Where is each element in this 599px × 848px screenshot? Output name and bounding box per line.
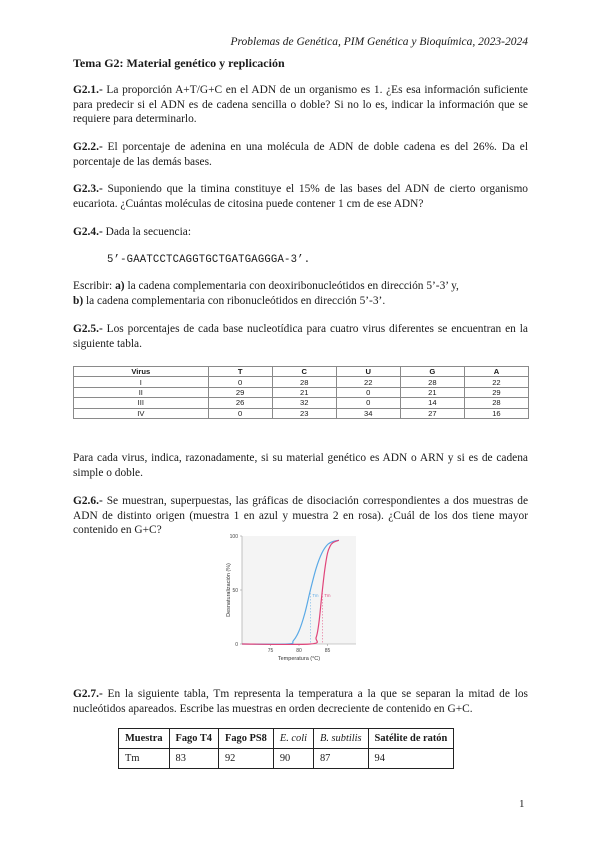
- table-cell: 94: [368, 749, 454, 769]
- tm-annotation: Tm: [324, 593, 331, 598]
- dna-sequence: 5’-GAATCCTCAGGTGCTGATGAGGGA-3’.: [107, 254, 311, 266]
- table-cell: 28: [400, 377, 464, 387]
- plot-area: [242, 536, 356, 644]
- tm-annotation: Tm: [312, 593, 319, 598]
- question-label: G2.7.-: [73, 688, 103, 700]
- column-header: G: [400, 367, 464, 377]
- table-header-row: [74, 367, 529, 377]
- y-tick-label: 50: [232, 588, 238, 594]
- column-header: B. subtilis: [313, 729, 368, 749]
- table-cell: 14: [400, 398, 464, 408]
- column-header: Fago PS8: [218, 729, 273, 749]
- table-cell: 27: [400, 408, 464, 418]
- item-text: la cadena complementaria con deoxiribonucleótidos en dirección 5’-3’ y,: [124, 280, 459, 292]
- question-text: El porcentaje de adenina en una molécula de ADN de doble cadena es del 26%. Da el porcentaje de las demás bases.: [73, 141, 528, 168]
- y-tick-label: 0: [235, 642, 238, 648]
- question-g2-3: [73, 182, 528, 211]
- table-cell: I: [74, 377, 209, 387]
- table-row: [74, 387, 529, 397]
- table-cell: 0: [336, 387, 400, 397]
- q4-instruction-b: [73, 295, 385, 307]
- question-text: Suponiendo que la timina constituye el 15% de las bases del ADN de cierto organismo eucariota. ¿Cuántas moléculas de citosina puede contener 1 cm de ese ADN?: [73, 183, 528, 210]
- table-cell: 0: [336, 398, 400, 408]
- item-label: b): [73, 295, 84, 307]
- table-cell: IV: [74, 408, 209, 418]
- y-axis-label: Desnaturalización (%): [226, 563, 232, 617]
- question-g2-4: [73, 225, 528, 240]
- item-text: la cadena complementaria con ribonucleótidos en dirección 5’-3’.: [83, 295, 386, 307]
- column-header: Virus: [74, 367, 209, 377]
- question-label: G2.5.-: [73, 323, 103, 335]
- question-g2-1: [73, 83, 528, 127]
- x-tick-label: 75: [267, 648, 274, 654]
- table-cell: 83: [169, 749, 218, 769]
- table-cell: 29: [464, 387, 528, 397]
- table-cell: 23: [272, 408, 336, 418]
- instruction: Escribir:: [73, 280, 113, 292]
- column-header: T: [208, 367, 272, 377]
- table-cell: II: [74, 387, 209, 397]
- page-number: 1: [519, 798, 525, 810]
- table-cell: 21: [272, 387, 336, 397]
- column-header: C: [272, 367, 336, 377]
- table-cell: 29: [208, 387, 272, 397]
- x-tick-label: 85: [324, 648, 331, 654]
- question-label: G2.3.-: [73, 183, 103, 195]
- table-cell: 0: [208, 408, 272, 418]
- question-g2-5-followup: Para cada virus, indica, razonadamente, si su material genético es ADN o ARN y si es de cadena simple o doble.: [73, 452, 528, 479]
- question-text: En la siguiente tabla, Tm representa la temperatura a la que se separan la mitad de los nucleótidos apareados. Escribe las muestras en orden decreciente de contenido en G+C.: [73, 688, 528, 715]
- table-row: [74, 398, 529, 408]
- column-header: E. coli: [273, 729, 313, 749]
- virus-base-table: [73, 366, 529, 419]
- table-cell: 28: [464, 398, 528, 408]
- table-cell: 32: [272, 398, 336, 408]
- section-title: Tema G2: Material genético y replicación: [73, 56, 285, 70]
- question-label: G2.6.-: [73, 495, 103, 507]
- table-cell: 22: [464, 377, 528, 387]
- table-cell: 92: [218, 749, 273, 769]
- table-cell: 0: [208, 377, 272, 387]
- x-tick-label: 80: [296, 648, 302, 654]
- table-cell: 28: [272, 377, 336, 387]
- question-g2-2: [73, 140, 528, 169]
- table-cell: 34: [336, 408, 400, 418]
- y-tick-label: 100: [229, 534, 238, 540]
- question-label: G2.2.-: [73, 141, 103, 153]
- table-cell: 22: [336, 377, 400, 387]
- table-cell: Tm: [119, 749, 170, 769]
- table-row: [119, 749, 454, 769]
- page-header: Problemas de Genética, PIM Genética y Bioquímica, 2023-2024: [230, 36, 528, 48]
- column-header: Satélite de ratón: [368, 729, 454, 749]
- question-g2-7: [73, 687, 528, 716]
- column-header: A: [464, 367, 528, 377]
- question-text: Dada la secuencia:: [102, 226, 191, 238]
- column-header: U: [336, 367, 400, 377]
- question-g2-5: [73, 322, 528, 351]
- question-text: La proporción A+T/G+C en el ADN de un organismo es 1. ¿Es esa información suficiente para predecir si el ADN es de cadena sencilla o doble? Si no lo es, indicar la información que se requiere para determinarlo.: [73, 84, 528, 126]
- table-cell: 90: [273, 749, 313, 769]
- table-cell: 21: [400, 387, 464, 397]
- column-header: Muestra: [119, 729, 170, 749]
- tm-table: [118, 728, 454, 769]
- table-cell: 26: [208, 398, 272, 408]
- dissociation-chart: [210, 528, 370, 664]
- column-header: Fago T4: [169, 729, 218, 749]
- q4-instruction-a: [73, 280, 459, 292]
- question-label: G2.1.-: [73, 84, 103, 96]
- question-text: Los porcentajes de cada base nucleotídica para cuatro virus diferentes se encuentran en la siguiente tabla.: [73, 323, 528, 350]
- question-label: G2.4.-: [73, 226, 103, 238]
- table-cell: III: [74, 398, 209, 408]
- table-row: [74, 377, 529, 387]
- table-cell: 87: [313, 749, 368, 769]
- table-header-row: [119, 729, 454, 749]
- table-row: [74, 408, 529, 418]
- table-cell: 16: [464, 408, 528, 418]
- item-label: a): [115, 280, 125, 292]
- x-axis-label: Temperatura (°C): [277, 656, 321, 662]
- question-text: Se muestran, superpuestas, las gráficas de disociación correspondientes a dos muestras de ADN de distinto origen (muestra 1 en azul y muestra 2 en rosa). ¿Cuál de los dos tiene mayor contenido en G+C?: [73, 495, 528, 537]
